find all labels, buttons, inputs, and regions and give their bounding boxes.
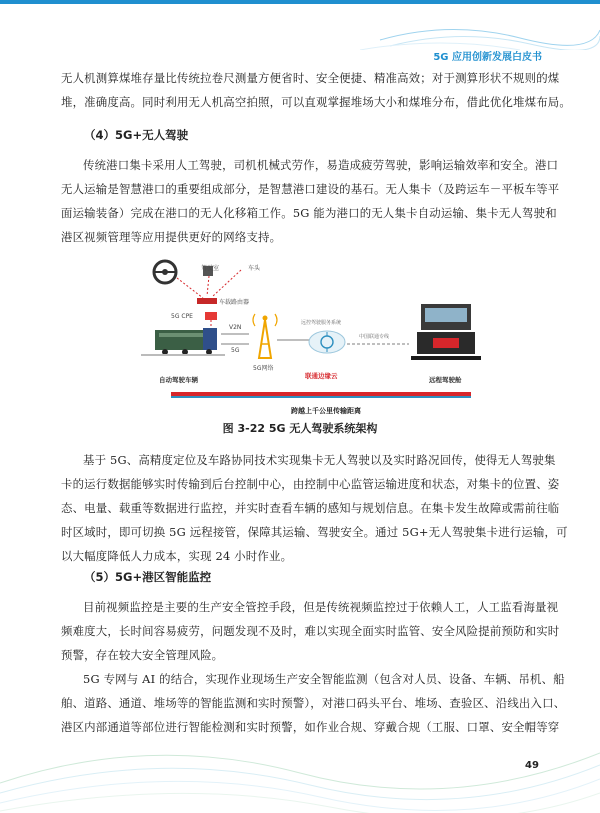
autonomous-truck-image: [141, 328, 225, 356]
text-line: 预警，存在较大安全管理风险。: [61, 648, 224, 662]
text-line: 无人运输是智慧港口的重要组成部分，是智慧港口建设的基石。无人集卡（及跨运车－平板车等平: [61, 182, 560, 196]
distance-bar: [171, 392, 471, 396]
header-wave-decoration: [0, 0, 600, 50]
edge-cloud-icon: [309, 331, 345, 353]
section-title-autonomous-driving: （4）5G+无人驾驶: [84, 128, 189, 142]
text-line: 面运输装备）完成在港口的无人化移箱工作。5G 能为港口的无人集卡自动运输、集卡无人驾驶和: [61, 206, 557, 220]
text-line: 舶、道路、通道、堆场等的智能监测和实时预警），对港口码头平台、堆场、查验区、沿线出入口、: [61, 696, 566, 710]
label-remote-cabin: 远程驾驶舱: [429, 376, 462, 384]
page-number: 49: [525, 760, 539, 771]
label-vehicle: 自动驾驶车辆: [159, 376, 198, 384]
text-line: 时区域时，即可切换 5G 远程接管，保障其运输、驾驶安全。通过 5G+无人驾驶集卡进行运输，可: [61, 525, 568, 539]
label-distance: 跨越上千公里传输距离: [291, 407, 361, 415]
text-line: 以大幅度降低人力成本，实现 24 小时作业。: [61, 549, 293, 563]
text-line: 5G 专网与 AI 的结合，实现作业现场生产安全智能监测（包含对人员、设备、车辆、吊机、船: [83, 672, 565, 686]
text-line: 频难度大，长时间容易疲劳，问题发现不及时，难以实现全面实时监管、安全风险提前预防和实时: [61, 624, 560, 638]
label-edge-cloud: 联通边缘云: [305, 372, 338, 380]
vehicle-router-icon: [197, 298, 217, 304]
label-cockpit: 驾驶室: [201, 265, 220, 272]
label-front: 车头: [248, 265, 261, 272]
header-title: 5G 应用创新发展白皮书: [433, 52, 542, 63]
text-line: 港区内部通道等部位进行智能检测和实时预警，如作业合规、穿戴合规（工服、口罩、安全帽等穿: [61, 720, 560, 734]
label-network: 5G网络: [253, 365, 274, 372]
text-line: 港区视频管理等应用提供更好的网络支持。: [61, 230, 282, 244]
text-line: 无人机测算煤堆存量比传统拉卷尺测量方便省时、安全便捷、精准高效；对于测算形状不规则的煤: [61, 71, 560, 85]
label-cpe: 5G CPE: [171, 313, 193, 320]
text-line: 传统港口集卡采用人工驾驶，司机机械式劳作，易造成疲劳驾驶，影响运输效率和安全。港口: [83, 158, 559, 172]
paragraph-video-monitoring: [61, 595, 560, 667]
distance-bar-underline: [171, 396, 471, 398]
text-line: 基于 5G、高精度定位及车路协同技术实现集卡无人驾驶以及实时路况回传，使得无人驾驶集: [83, 453, 556, 467]
label-5g: 5G: [231, 347, 240, 354]
label-router: 车载路由器: [219, 299, 250, 306]
5g-tower-icon: [253, 314, 277, 358]
label-cloud-service: 远控驾驶服务系统: [301, 320, 342, 326]
paragraph-uav-coal: [61, 66, 571, 114]
figure-caption: 图 3-22 5G 无人驾驶系统架构: [222, 422, 378, 435]
label-dedicated-line: 中国联通专线: [359, 334, 390, 340]
text-line: 堆，准确度高。同时利用无人机高空拍照，可以直观掌握堆场大小和煤堆分布，借此优化堆煤布局。: [61, 95, 571, 109]
paragraph-remote-driving: [61, 448, 568, 568]
architecture-figure: [141, 258, 481, 420]
steering-wheel-icon: [154, 261, 176, 283]
text-line: 卡的运行数据能够实时传输到后台控制中心，由控制中心监管运输进度和状态，对集卡的位置、姿: [61, 477, 560, 491]
remote-cabin-image: [411, 304, 481, 360]
section-title-smart-monitoring: （5）5G+港区智能监控: [84, 570, 212, 584]
paragraph-autonomous-driving: [61, 153, 560, 249]
text-line: 态、电量、载重等数据进行监控，并实时查看车辆的感知与规划信息。在集卡发生故障或需前往临: [61, 501, 560, 515]
cpe-icon: [205, 312, 217, 320]
label-v2n: V2N: [229, 324, 242, 331]
text-line: 目前视频监控是主要的生产安全管控手段，但是传统视频监控过于依赖人工，人工监看海量视: [83, 600, 559, 614]
footer-wave-decoration: [0, 693, 600, 813]
